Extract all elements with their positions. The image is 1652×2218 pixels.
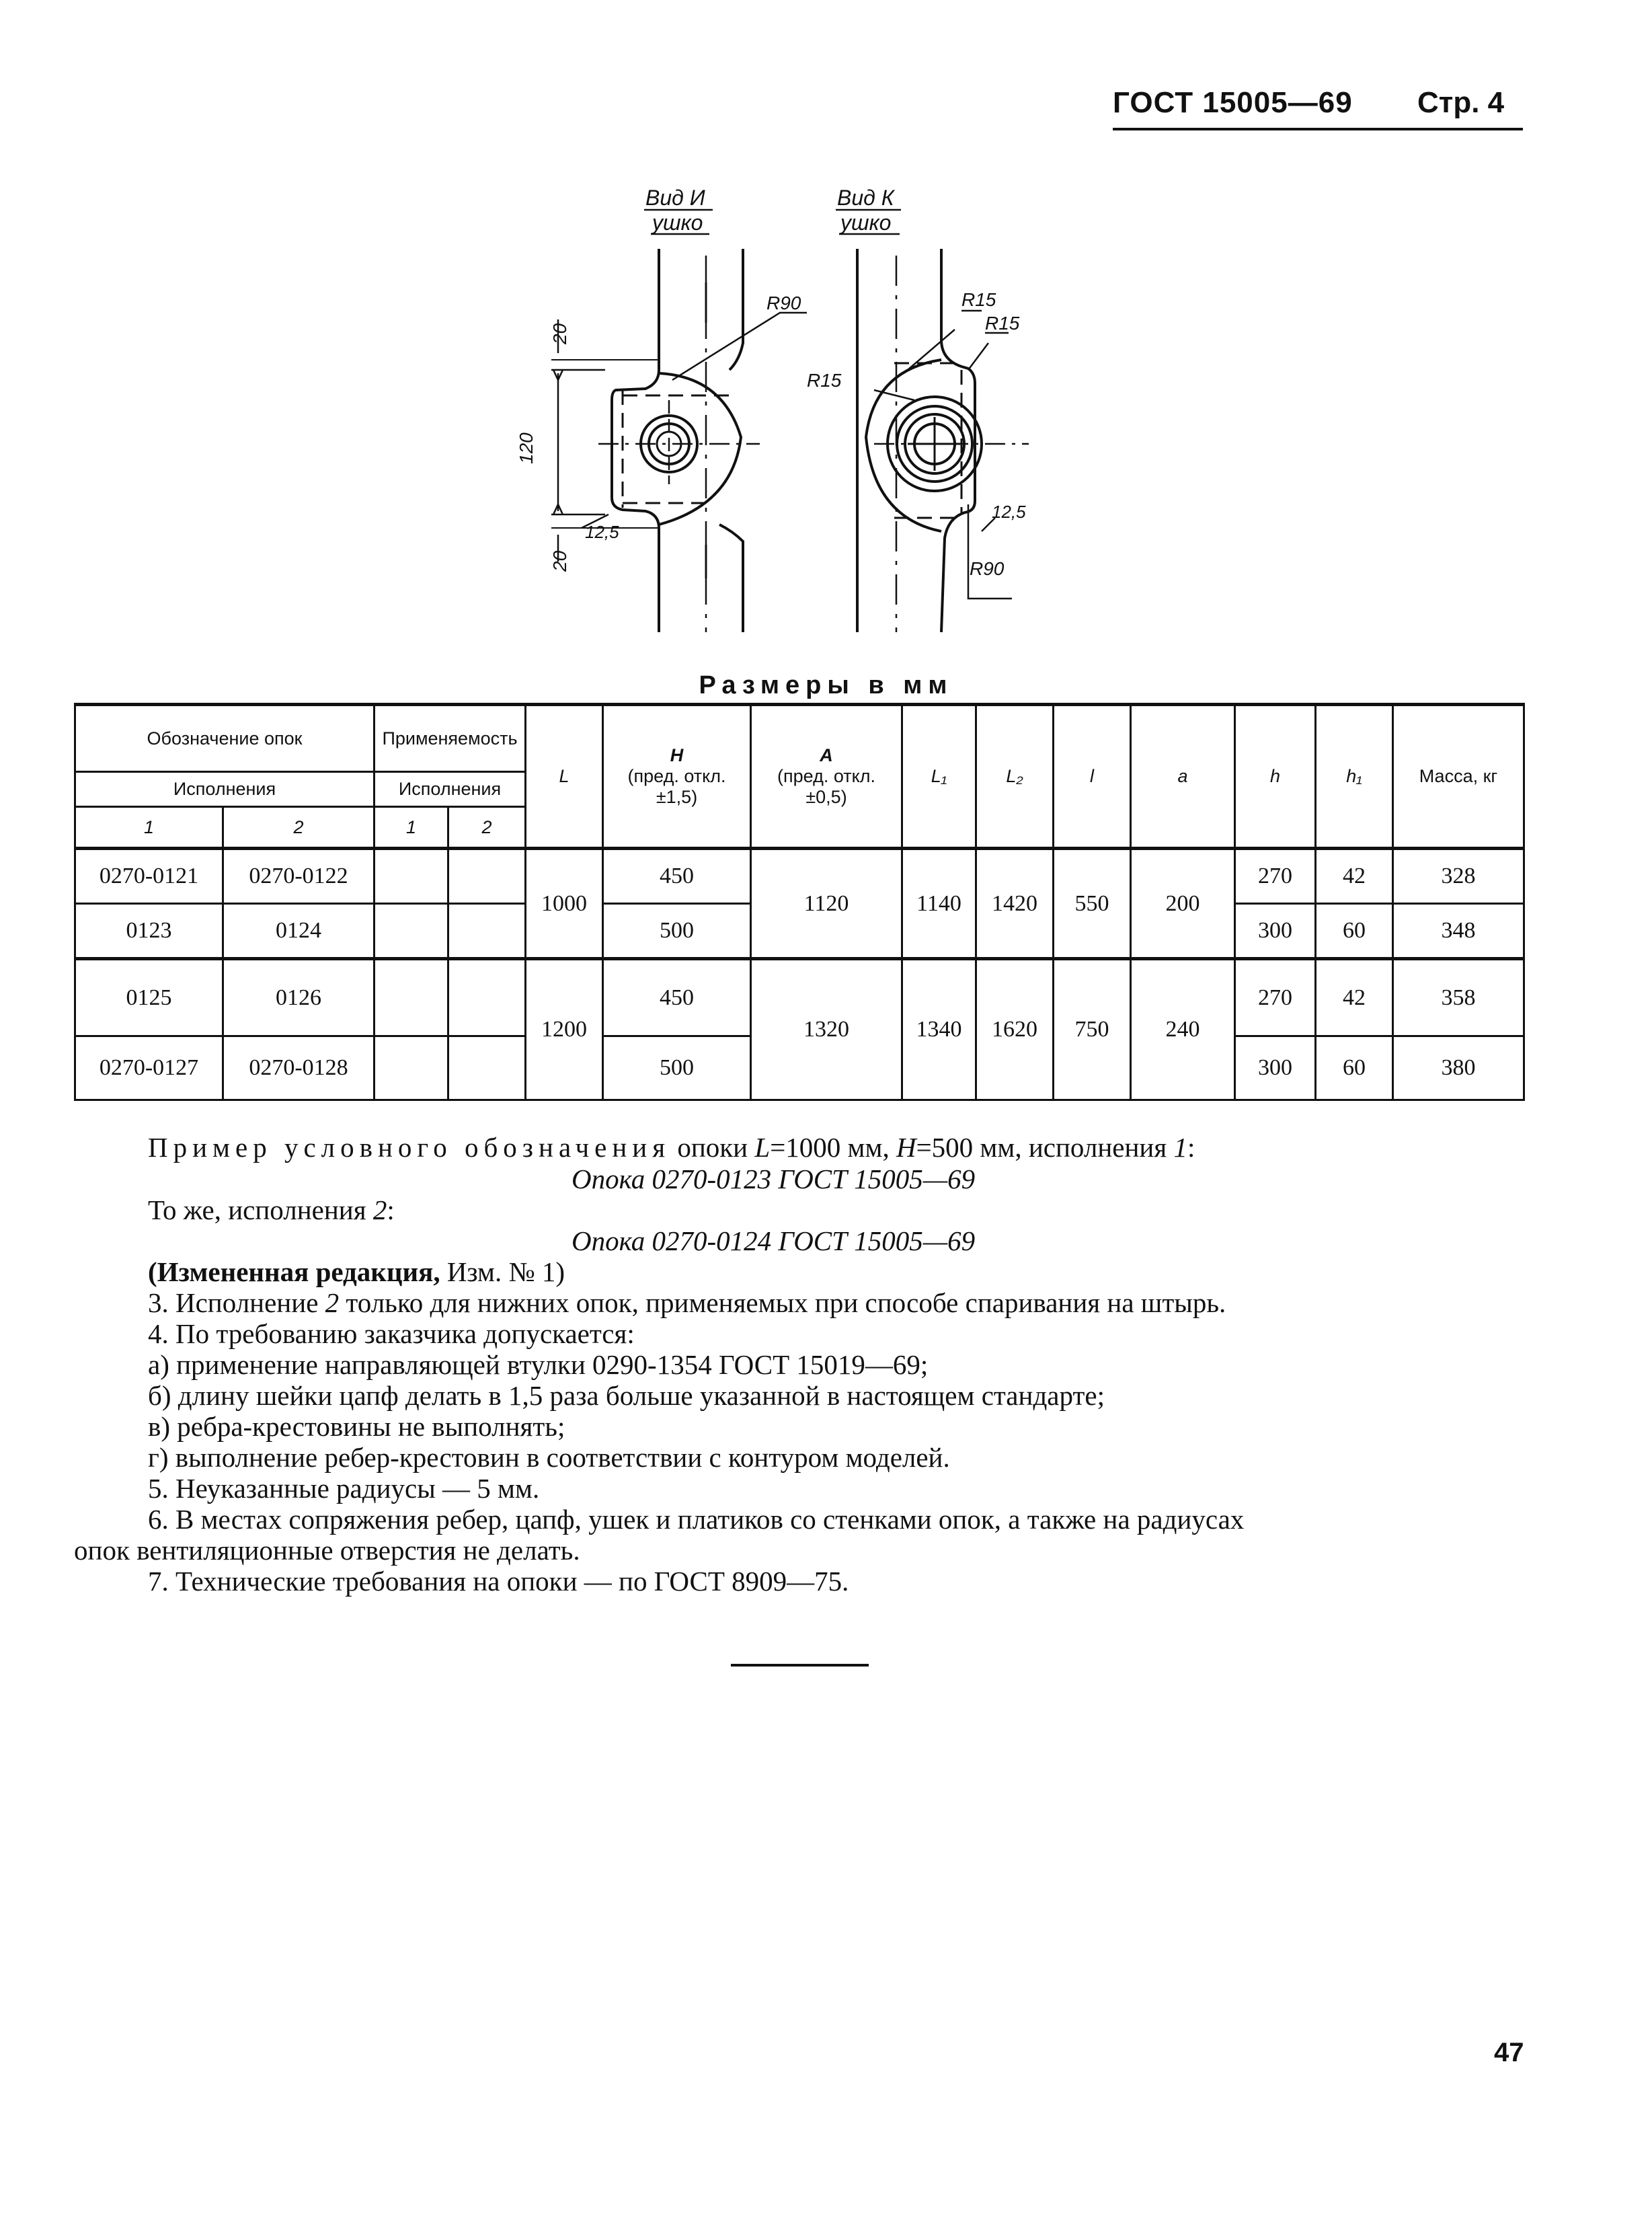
cell-H: 500	[603, 1036, 751, 1100]
cell-applic-1	[375, 959, 448, 1036]
cell-h1: 60	[1316, 904, 1393, 959]
dim-right-roughness: 12,5	[992, 502, 1026, 522]
page-label: Стр. 4	[1417, 86, 1505, 119]
cell-A: 1120	[751, 849, 902, 959]
lug-views-drawing	[498, 168, 1069, 652]
dim-left-radius: R90	[766, 293, 801, 313]
cell-designation-2: 0126	[223, 959, 375, 1036]
header-L2: L₂	[976, 705, 1054, 849]
cell-a: 200	[1131, 849, 1235, 959]
cell-designation-2: 0270-0122	[223, 849, 375, 904]
dim-right-radius-top: R15	[961, 289, 996, 310]
header-L1: L₁	[902, 705, 976, 849]
cell-L1: 1140	[902, 849, 976, 959]
cell-designation-2: 0124	[223, 904, 375, 959]
header-exec-1: 1	[75, 807, 223, 849]
example-designation-2: Опока 0270-0124 ГОСТ 15005—69	[572, 1225, 976, 1256]
header-H: H (пред. откл. ±1,5)	[603, 705, 751, 849]
cell-applic-2	[448, 904, 526, 959]
item-4: 4. По требованию заказчика допускается:	[148, 1318, 635, 1349]
dim-left-roughness: 12,5	[585, 522, 619, 542]
cell-L: 1200	[526, 959, 603, 1100]
view-i-subtitle: ушко	[652, 211, 703, 235]
cell-mass: 358	[1393, 959, 1524, 1036]
cell-L2: 1620	[976, 959, 1054, 1100]
cell-h: 270	[1235, 849, 1316, 904]
cell-h1: 42	[1316, 849, 1393, 904]
header-execution: Исполнения	[75, 772, 375, 807]
header-applicability-execution: Исполнения	[375, 772, 526, 807]
cell-H: 450	[603, 959, 751, 1036]
item-4d: г) выполнение ребер-крестовин в соответствии с контуром моделей.	[148, 1442, 950, 1473]
item-3: 3. Исполнение 2 только для нижних опок, применяемых при способе спаривания на штырь.	[148, 1287, 1226, 1318]
cell-applic-1	[375, 849, 448, 904]
header-applic-exec-1: 1	[375, 807, 448, 849]
cell-L1: 1340	[902, 959, 976, 1100]
cell-applic-2	[448, 849, 526, 904]
item-4c: в) ребра-крестовины не выполнять;	[148, 1411, 565, 1442]
cell-designation-1: 0125	[75, 959, 223, 1036]
dim-left-bottom: 20	[549, 550, 570, 572]
cell-h: 270	[1235, 959, 1316, 1036]
example-line: Пример условного обозначения опоки L=1000 мм, H=500 мм, исполнения 1:	[148, 1132, 1195, 1163]
cell-H: 500	[603, 904, 751, 959]
page-number: 47	[1494, 2038, 1524, 2067]
header-exec-2: 2	[223, 807, 375, 849]
dim-right-radius-left: R15	[807, 370, 842, 391]
item-5: 5. Неуказанные радиусы — 5 мм.	[148, 1473, 540, 1504]
header-mass: Масса, кг	[1393, 705, 1524, 849]
dimensions-table	[74, 703, 1525, 1101]
header-A: A (пред. откл. ±0,5)	[751, 705, 902, 849]
header-l: l	[1054, 705, 1131, 849]
dim-left-middle: 120	[516, 432, 537, 464]
cell-designation-1: 0270-0127	[75, 1036, 223, 1100]
cell-mass: 348	[1393, 904, 1524, 959]
cell-l: 750	[1054, 959, 1131, 1100]
cell-designation-1: 0123	[75, 904, 223, 959]
cell-applic-2	[448, 1036, 526, 1100]
cell-L2: 1420	[976, 849, 1054, 959]
cell-h: 300	[1235, 904, 1316, 959]
cell-A: 1320	[751, 959, 902, 1100]
example-designation-1: Опока 0270-0123 ГОСТ 15005—69	[572, 1163, 976, 1194]
cell-mass: 380	[1393, 1036, 1524, 1100]
item-6-line-2: опок вентиляционные отверстия не делать.	[74, 1535, 580, 1566]
cell-h1: 42	[1316, 959, 1393, 1036]
cell-mass: 328	[1393, 849, 1524, 904]
cell-l: 550	[1054, 849, 1131, 959]
item-4a: а) применение направляющей втулки 0290-1354 ГОСТ 15019—69;	[148, 1349, 929, 1380]
same-execution-line: То же, исполнения 2:	[148, 1194, 395, 1225]
cell-designation-1: 0270-0121	[75, 849, 223, 904]
changed-edition-note: (Измененная редакция, Изм. № 1)	[148, 1256, 565, 1287]
header-L: L	[526, 705, 603, 849]
header-h: h	[1235, 705, 1316, 849]
cell-L: 1000	[526, 849, 603, 959]
closing-rule	[731, 1664, 869, 1667]
cell-applic-1	[375, 1036, 448, 1100]
item-4b: б) длину шейки цапф делать в 1,5 раза больше указанной в настоящем стандарте;	[148, 1380, 1105, 1411]
header-rule	[1113, 128, 1523, 130]
cell-a: 240	[1131, 959, 1235, 1100]
standard-number: ГОСТ 15005—69	[1113, 86, 1353, 119]
cell-designation-2: 0270-0128	[223, 1036, 375, 1100]
table-row	[75, 849, 1524, 904]
header-a: a	[1131, 705, 1235, 849]
view-i-title: Вид И	[645, 186, 705, 210]
header-applic-exec-2: 2	[448, 807, 526, 849]
cell-h1: 60	[1316, 1036, 1393, 1100]
item-7: 7. Технические требования на опоки — по ГОСТ 8909—75.	[148, 1566, 849, 1597]
dim-right-radius-second: R15	[985, 313, 1020, 334]
table-row	[75, 959, 1524, 1036]
view-k-title: Вид К	[837, 186, 894, 210]
header-h1: h₁	[1316, 705, 1393, 849]
cell-applic-1	[375, 904, 448, 959]
cell-h: 300	[1235, 1036, 1316, 1100]
header-applicability: Применяемость	[375, 705, 526, 772]
header-designation: Обозначение опок	[75, 705, 375, 772]
item-6-line-1: 6. В местах сопряжения ребер, цапф, ушек и платиков со стенками опок, а также на радиусах	[148, 1504, 1245, 1535]
table-caption: Размеры в мм	[699, 671, 953, 699]
dim-right-radius-bottom: R90	[970, 558, 1005, 579]
cell-H: 450	[603, 849, 751, 904]
view-k-subtitle: ушко	[840, 211, 892, 235]
dim-left-top: 20	[549, 323, 570, 344]
cell-applic-2	[448, 959, 526, 1036]
